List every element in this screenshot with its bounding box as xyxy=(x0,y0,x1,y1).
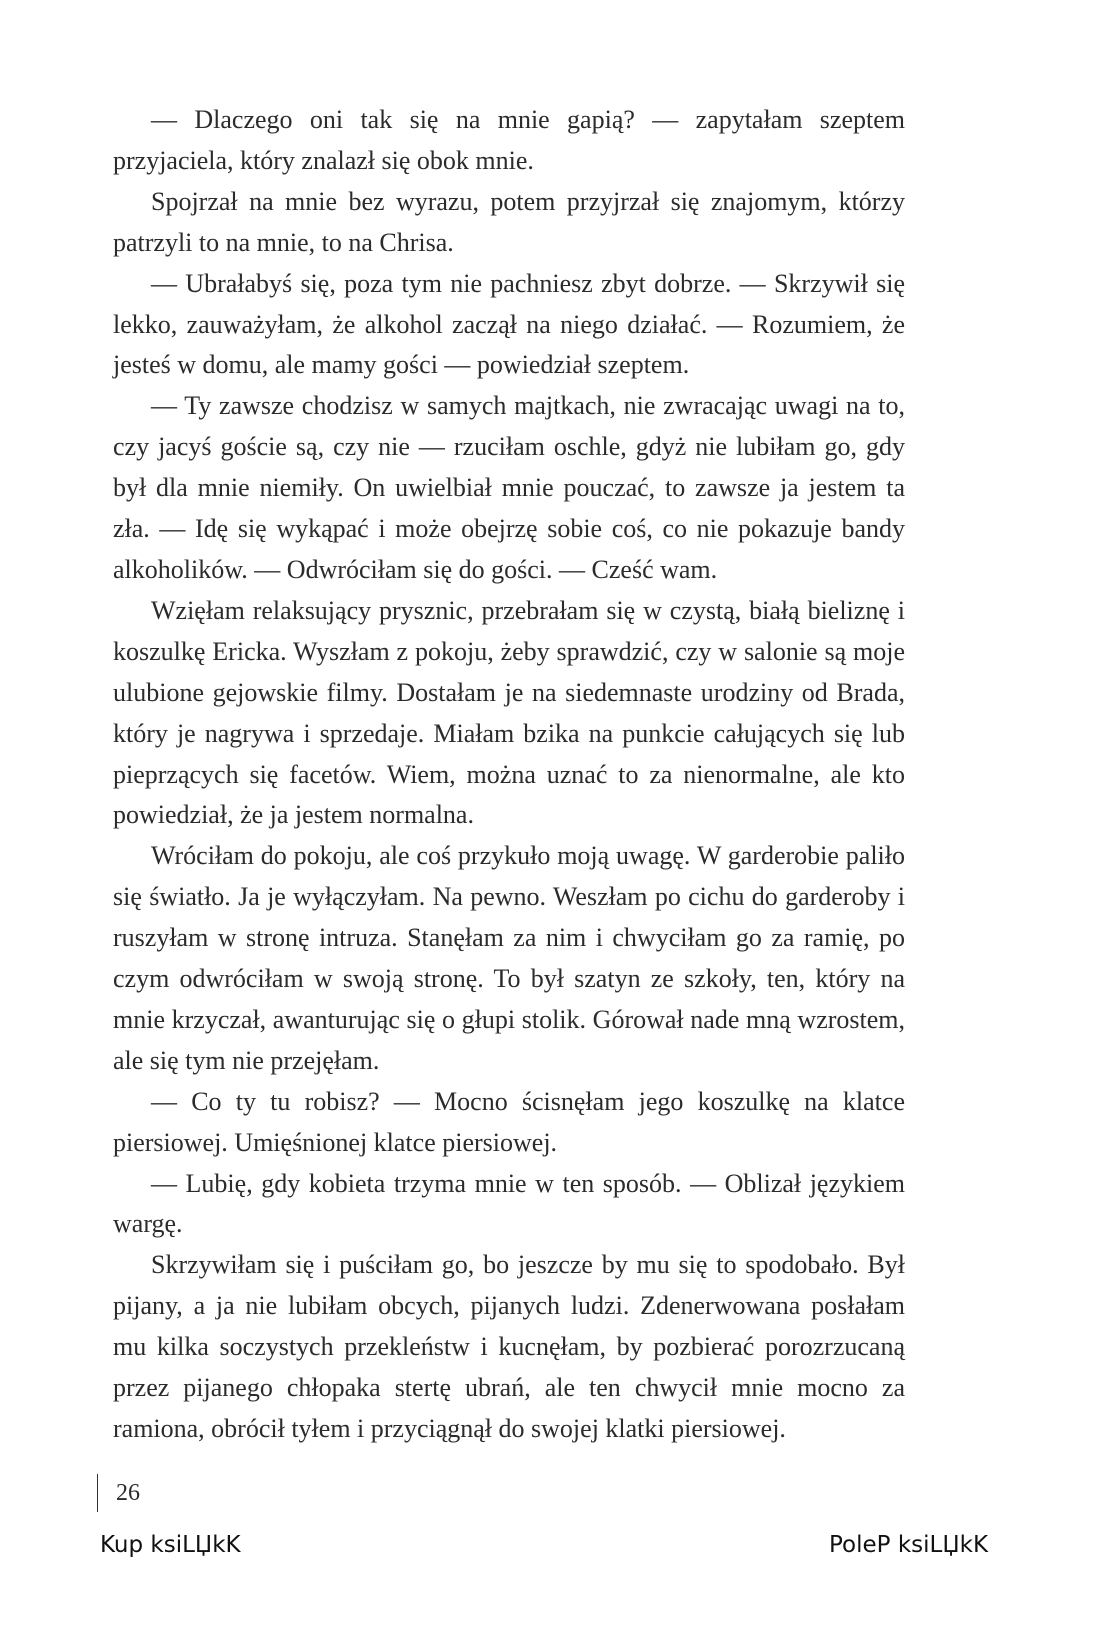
recommend-book-link[interactable]: PoleP ksiLЏkK xyxy=(829,1532,989,1558)
paragraph: — Dlaczego oni tak się na mnie gapią? — zapytałam szeptem przyjaciela, który znalazł się obok mnie. xyxy=(113,105,905,175)
paragraph: — Lubię, gdy kobieta trzyma mnie w ten sposób. — Oblizał językiem wargę. xyxy=(113,1168,905,1239)
paragraph: Spojrzał na mnie bez wyrazu, potem przyjrzał się znajomym, którzy patrzyli to na mnie, to na Chrisa. xyxy=(113,186,905,257)
page-body xyxy=(113,100,905,1450)
paragraph: — Ty zawsze chodzisz w samych majtkach, nie zwracając uwagi na to, czy jacyś goście są, czy nie — rzuciłam oschle, gdyż nie lubiłam go, gdy był dla mnie niemiły. On uwielbiał mnie pouczać, to zawsze ja jestem ta zła. — Idę się wykąpać i może obejrzę sobie coś, co nie pokazuje bandy alkoholików. — Odwróciłam się do gości. — Cześć wam. xyxy=(113,391,905,584)
paragraph: Wzięłam relaksujący prysznic, przebrałam się w czystą, białą bieliznę i koszulkę Ericka. Wyszłam z pokoju, żeby sprawdzić, czy w salonie są moje ulubione gejowskie filmy. Dostałam je na siedemnaste urodziny od Brada, który je nagrywa i sprzedaje. Miałam bzika na punkcie całujących się lub pieprzących się facetów. Wiem, można uznać to za nienormalne, ale kto powiedział, że ja jestem normalna. xyxy=(113,595,905,830)
page-number: 26 xyxy=(97,1474,140,1512)
paragraph: Wróciłam do pokoju, ale coś przykuło moją uwagę. W garderobie paliło się światło. Ja je wyłączyłam. Na pewno. Weszłam po cichu do garderoby i ruszyłam w stronę intruza. Stanęłam za nim i chwyciłam go za ramię, po czym odwróciłam w swoją stronę. To był szatyn ze szkoły, ten, który na mnie krzyczał, awanturując się o głupi stolik. Górował nade mną wzrostem, ale się tym nie przejęłam. xyxy=(113,841,905,1075)
buy-book-link[interactable]: Kup ksiLЏkK xyxy=(100,1532,241,1558)
paragraph: — Co ty tu robisz? — Mocno ścisnęłam jego koszulkę na klatce piersiowej. Umięśnionej klatce piersiowej. xyxy=(113,1086,905,1157)
paragraph: Skrzywiłam się i puściłam go, bo jeszcze by mu się to spodobało. Był pijany, a ja nie lubiłam obcych, pijanych ludzi. Zdenerwowana posłałam mu kilka soczystych przekleństw i kucnęłam, by pozbierać porozrzucaną przez pijanego chłopaka stertę ubrań, ale ten chwycił mnie mocno za ramiona, obrócił tyłem i przyciągnął do swojej klatki piersiowej. xyxy=(113,1250,905,1443)
paragraph: — Ubrałabyś się, poza tym nie pachniesz zbyt dobrze. — Skrzywił się lekko, zauważyłam, że alkohol zaczął na niego działać. — Rozumiem, że jesteś w domu, ale mamy gości — powiedział szeptem. xyxy=(113,268,905,380)
